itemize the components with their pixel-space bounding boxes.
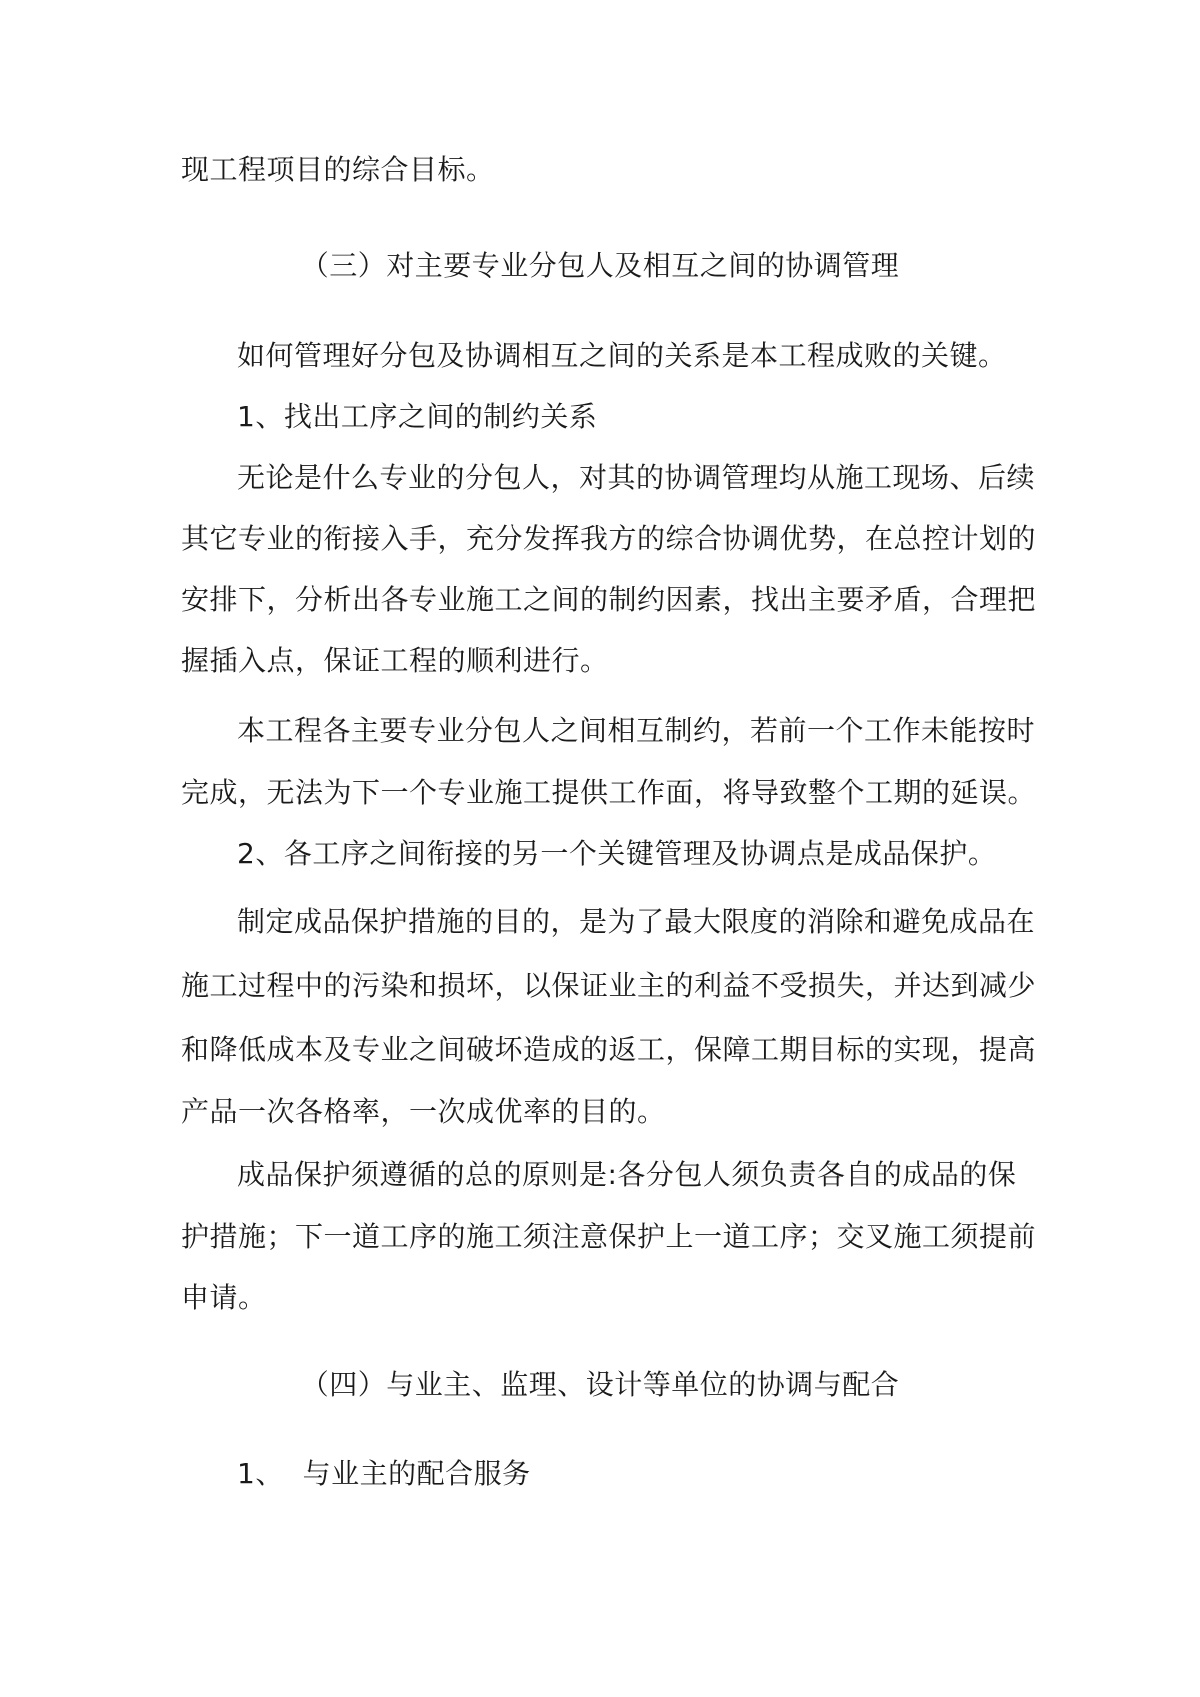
paragraph-line: 完成，无法为下一个专业施工提供工作面，将导致整个工期的延误。 (181, 776, 1037, 809)
paragraph-line: 握插入点，保证工程的顺利进行。 (181, 644, 609, 677)
paragraph-line: 施工过程中的污染和损坏，以保证业主的利益不受损失，并达到减少 (181, 969, 1037, 1002)
paragraph-line: 现工程项目的综合目标。 (181, 153, 495, 186)
paragraph-line: 制定成品保护措施的目的，是为了最大限度的消除和避免成品在 (237, 905, 1036, 938)
paragraph-line: 护措施；下一道工序的施工须注意保护上一道工序；交叉施工须提前 (181, 1220, 1037, 1253)
numbered-item-2: 2、各工序之间衔接的另一个关键管理及协调点是成品保护。 (237, 837, 997, 870)
numbered-item-1: 1、找出工序之间的制约关系 (237, 400, 598, 433)
paragraph-line: 安排下，分析出各专业施工之间的制约因素，找出主要矛盾，合理把 (181, 583, 1037, 616)
section-heading-3: （三）对主要专业分包人及相互之间的协调管理 (300, 249, 900, 282)
paragraph-line: 成品保护须遵循的总的原则是:各分包人须负责各自的成品的保 (237, 1158, 1017, 1191)
paragraph-line: 其它专业的衔接入手，充分发挥我方的综合协调优势，在总控计划的 (181, 522, 1037, 555)
paragraph-line: 产品一次各格率，一次成优率的目的。 (181, 1095, 666, 1128)
paragraph-line: 无论是什么专业的分包人，对其的协调管理均从施工现场、后续 (237, 461, 1036, 494)
section-heading-4: （四）与业主、监理、设计等单位的协调与配合 (300, 1368, 900, 1401)
paragraph-line: 本工程各主要专业分包人之间相互制约，若前一个工作未能按时 (237, 714, 1036, 747)
paragraph-line: 如何管理好分包及协调相互之间的关系是本工程成败的关键。 (237, 339, 1007, 372)
numbered-item-1-owner-service: 1、 与业主的配合服务 (237, 1457, 531, 1490)
paragraph-line: 申请。 (181, 1281, 267, 1314)
paragraph-line: 和降低成本及专业之间破坏造成的返工，保障工期目标的实现，提高 (181, 1033, 1037, 1066)
